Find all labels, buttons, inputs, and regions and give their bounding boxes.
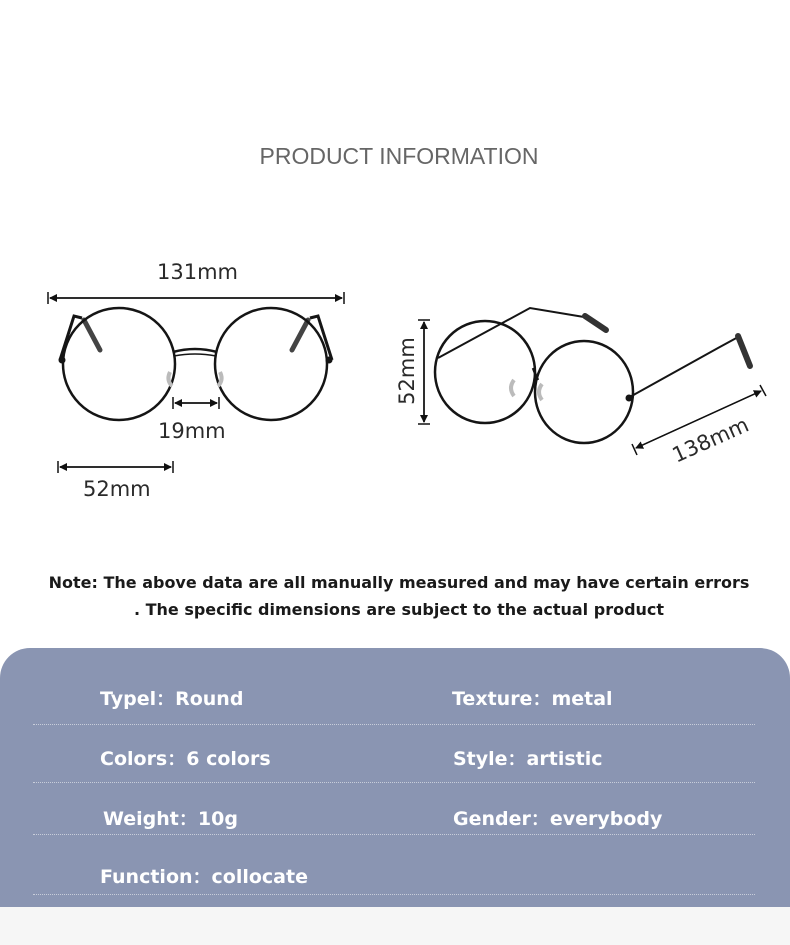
spec-weight: Weight：10g <box>103 808 238 830</box>
bridge-width-label: 19mm <box>158 419 226 443</box>
temple-length-label: 138mm <box>668 412 753 468</box>
spec-divider <box>33 834 755 835</box>
spec-gender: Gender：everybody <box>453 808 663 830</box>
lens-height-label: 52mm <box>394 337 419 405</box>
spec-style: Style：artistic <box>453 748 603 770</box>
spec-function: Function：collocate <box>100 866 308 888</box>
spec-colors: Colors：6 colors <box>100 748 271 770</box>
spec-type: Typel：Round <box>100 688 244 710</box>
spec-texture: Texture：metal <box>452 688 613 710</box>
note-line-1: Note: The above data are all manually measured and may have certain errors <box>48 573 750 592</box>
side-view-glasses <box>435 308 750 443</box>
spec-divider <box>33 782 755 783</box>
page-title: PRODUCT INFORMATION <box>259 143 539 169</box>
note-line-2: . The specific dimensions are subject to the actual product <box>133 600 665 619</box>
spec-divider <box>33 724 755 725</box>
spec-divider <box>33 894 755 895</box>
total-width-label: 131mm <box>157 260 238 284</box>
lens-width-label: 52mm <box>83 477 151 501</box>
bottom-strip <box>0 907 790 945</box>
front-dimension-lines <box>48 292 344 473</box>
